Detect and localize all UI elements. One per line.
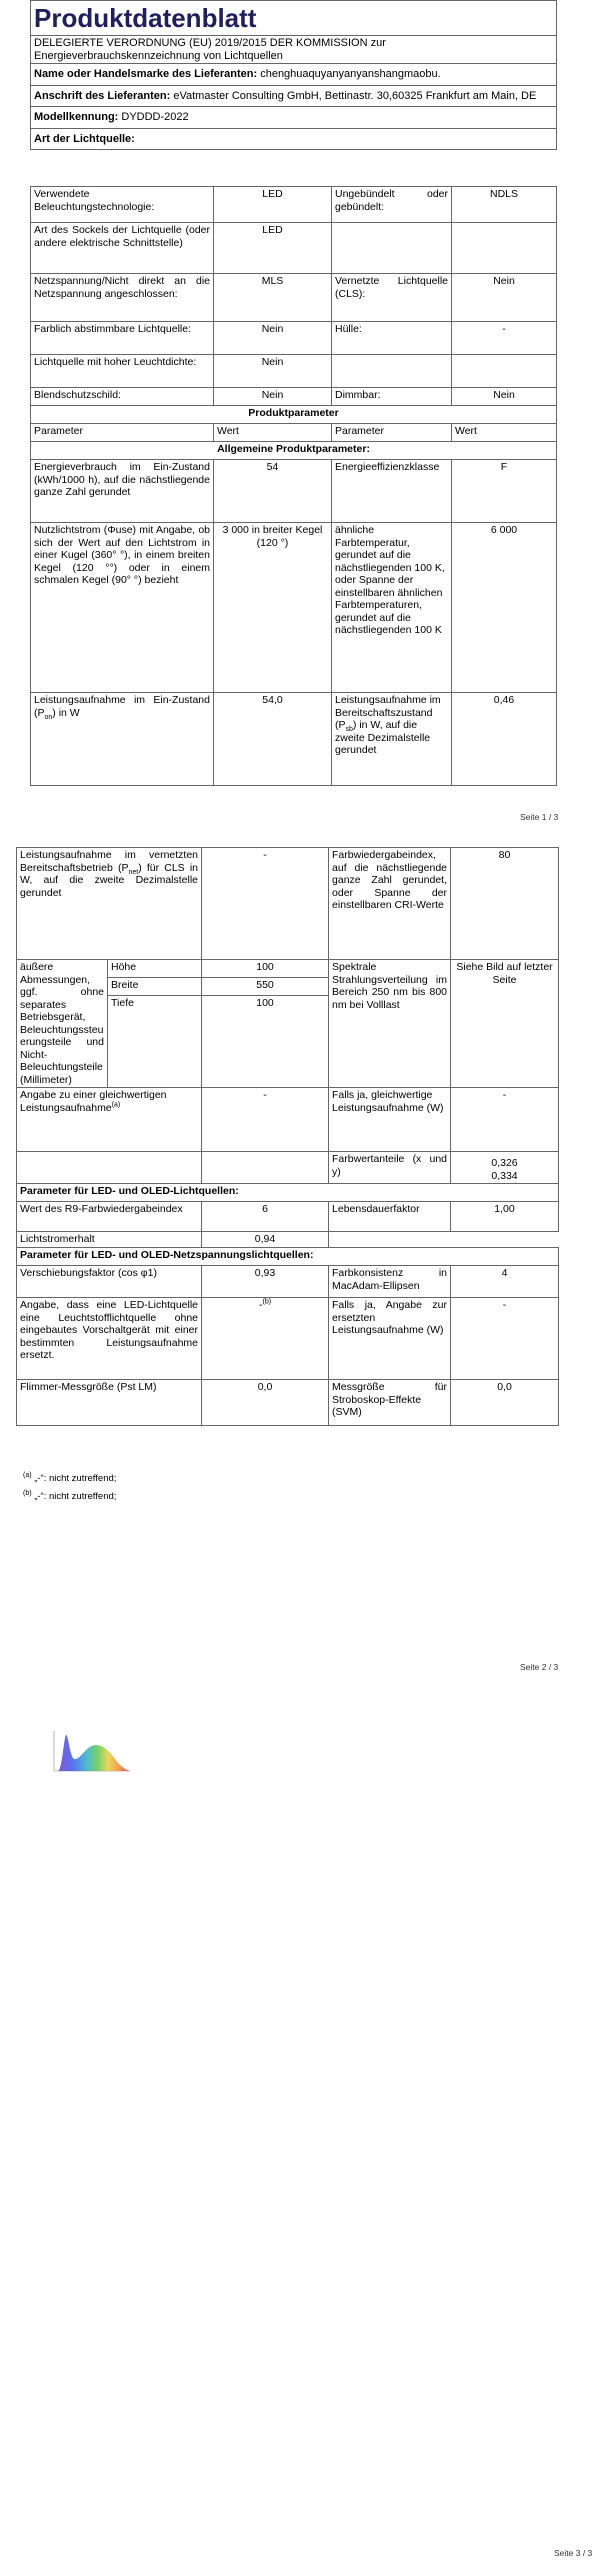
page-title: Produktdatenblatt [31,1,557,36]
chromaticity-row [17,1152,559,1184]
col-header-value: Wert [214,424,332,442]
energy-consumption-label: Energieverbrauch im Ein-Zustand (kWh/1000 h), auf die nächstliegende ganze Zahl gerundet [31,460,214,523]
type-row [31,274,557,322]
page-footer-3: Seite 3 / 3 [554,2548,593,2558]
stroboscopic-metric-label: Messgröße für Stroboskop-Effekte (SVM) [329,1380,451,1426]
networked-standby-label: Leistungsaufnahme im vernetzten Bereitschaftsbetrieb $(P_{net})$ für CLS in W, auf die zweite Dezimalstelle gerundet [17,848,202,960]
model-value: DYDDD-2022 [121,111,189,123]
flicker-metric-value: 0,0 [202,1380,329,1426]
dimension-label: Tiefe [108,996,202,1088]
flicker-row [17,1380,559,1426]
type-row-value: Nein [214,322,332,355]
product-sheet-header-table [30,0,557,150]
color-temperature-value: 6 000 [452,523,557,693]
dimension-label: Höhe [108,960,202,978]
spectral-distribution-label: Spektrale Strahlungsverteilung im Bereich 250 nm bis 800 nm bei Volllast [329,960,451,1088]
type-row [31,223,557,274]
type-row-label-2: Ungebündelt oder gebündelt: [332,187,452,223]
energy-consumption-value: 54 [214,460,332,523]
lumen-maintenance-row [17,1232,559,1248]
supplier-name-row [31,64,557,86]
supplier-address-row [31,85,557,107]
survival-factor-label: Lebensdauerfaktor [329,1202,451,1232]
type-row-label-2: Dimmbar: [332,388,452,406]
product-parameters-header: Produktparameter [31,406,557,424]
page-footer-1: Seite 1 / 3 [520,812,559,822]
color-consistency-value: 4 [451,1266,559,1298]
type-row-value-2: Nein [452,274,557,322]
type-row-value: Nein [214,355,332,388]
type-row-value: LED [214,187,332,223]
equivalent-power-row [17,1088,559,1152]
dimension-value: 100 [202,996,329,1088]
product-parameters-table-continued [16,847,559,1426]
color-temperature-label: ähnliche Farbtemperatur, gerundet auf die nächstliegenden 100 K, oder Spanne der einstellbaren ähnlichen Farbtemperaturen, gerundet auf die nächstliegenden 100 K [332,523,452,693]
type-row-value: Nein [214,388,332,406]
replacement-power-value: - [451,1298,559,1380]
luminous-flux-label: Nutzlichtstrom (Φuse) mit Angabe, ob sich der Wert auf den Lichtstrom in einer Kugel (360° °), in einem breiten Kegel (120 °°) oder in einem schmalen Kegel (90° °) bezieht [31,523,214,693]
dimensions-label: äußere Abmessungen, ggf. ohne separates Betriebsgerät, Beleuchtungssteuerungsteile und Nicht-Beleuchtungsteile (Millimeter) [17,960,108,1088]
chromaticity-y: 0,334 [491,1169,518,1182]
type-row [31,187,557,223]
cri-label: Farbwiedergabeindex, auf die nächstliegende ganze Zahl gerundet, oder Spanne der einstellbaren CRI-Werte [329,848,451,960]
standby-power-label: Leistungsaufnahme im Bereitschaftszustand $(P_{sb})$ in W, auf die zweite Dezimalstelle gerundet [332,693,452,786]
type-row-value-2 [452,355,557,388]
spectral-distribution-image [50,1727,132,1777]
type-row-label: Verwendete Beleuchtungstechnologie: [31,187,214,223]
chromaticity-label: Farbwertanteile (x und y) [329,1152,451,1184]
networked-standby-value: - [202,848,329,960]
light-source-type-table [30,186,557,406]
type-row-value: LED [214,223,332,274]
type-row-label: Lichtquelle mit hoher Leuchtdichte: [31,355,214,388]
type-row [31,355,557,388]
type-row-label-2 [332,355,452,388]
replacement-power-label: Falls ja, Angabe zur ersetzten Leistungsaufnahme (W) [329,1298,451,1380]
on-mode-power-label: Leistungsaufnahme im Ein-Zustand $(P_{on})$ in W [31,693,214,786]
flux-row [31,523,557,693]
displacement-row [17,1266,559,1298]
type-row-label-2 [332,223,452,274]
dimension-value: 550 [202,978,329,996]
page-footer-2: Seite 2 / 3 [520,1662,559,1672]
supplier-address-value: eVatmaster Consulting GmbH, Bettinastr. 30,60325 Frankfurt am Main, DE [173,89,537,102]
chromaticity-value [451,1152,559,1184]
general-parameters-header: Allgemeine Produktparameter: [31,442,557,460]
survival-factor-value: 1,00 [451,1202,559,1232]
lumen-maintenance-label: Lichtstromerhalt [17,1232,202,1248]
equivalent-power-if-value: - [451,1088,559,1152]
lumen-maintenance-value: 0,94 [202,1232,329,1248]
type-row-label: Art des Sockels der Lichtquelle (oder andere elektrische Schnittstelle) [31,223,214,274]
cri-value: 80 [451,848,559,960]
type-row-label: Farblich abstimmbare Lichtquelle: [31,322,214,355]
type-row-value-2 [452,223,557,274]
chromaticity-x: 0,326 [491,1157,518,1169]
replacement-claim-value: -$^{(b)}$ [202,1298,329,1380]
color-consistency-label: Farbkonsistenz in MacAdam-Ellipsen [329,1266,451,1298]
supplier-name-value: chenghuaquyanyanyanshangmaobu. [260,68,441,80]
replacement-row [17,1298,559,1380]
type-row [31,322,557,355]
type-row-value-2: NDLS [452,187,557,223]
type-row-label: Blendschutzschild: [31,388,214,406]
r9-value: 6 [202,1202,329,1232]
dimension-label: Breite [108,978,202,996]
footnote-b: $^{(b)}$ „-“: nicht zutreffend; [23,1489,117,1502]
footnote-a: $^{(a)}$ „-“: nicht zutreffend; [23,1471,117,1484]
col-header-value: Wert [452,424,557,442]
luminous-flux-value: 3 000 in breiter Kegel (120 °) [214,523,332,693]
type-row-value: MLS [214,274,332,322]
model-label: Modellkennung: [34,111,119,123]
r9-row [17,1202,559,1232]
dimension-value: 100 [202,960,329,978]
spectral-distribution-value: Siehe Bild auf letzter Seite [451,960,559,1088]
type-row-value-2: Nein [452,388,557,406]
stroboscopic-metric-value: 0,0 [451,1380,559,1426]
flicker-metric-label: Flimmer-Messgröße (Pst LM) [17,1380,202,1426]
model-row [31,107,557,129]
energy-class-label: Energieeffizienzklasse [332,460,452,523]
type-row-label-2: Vernetzte Lichtquelle (CLS): [332,274,452,322]
type-row-label-2: Hülle: [332,322,452,355]
power-row [31,693,557,786]
supplier-name-label: Name oder Handelsmarke des Lieferanten: [34,68,258,80]
product-parameters-table [30,405,557,786]
led-parameters-header: Parameter für LED- und OLED-Lichtquellen: [17,1184,559,1202]
equivalent-power-value: - [202,1088,329,1152]
net-standby-row [17,848,559,960]
displacement-factor-value: 0,93 [202,1266,329,1298]
mains-led-parameters-header: Parameter für LED- und OLED-Netzspannungslichtquellen: [17,1248,559,1266]
energy-class-value: F [452,460,557,523]
col-header-parameter: Parameter [31,424,214,442]
column-header-row [31,424,557,442]
equivalent-power-if-label: Falls ja, gleichwertige Leistungsaufnahme (W) [329,1088,451,1152]
dims-row-height [17,960,559,978]
type-row-label: Netzspannung/Nicht direkt an die Netzspannung angeschlossen: [31,274,214,322]
r9-label: Wert des R9-Farbwiedergabeindex [17,1202,202,1232]
on-mode-power-value: 54,0 [214,693,332,786]
replacement-claim-label: Angabe, dass eine LED-Lichtquelle eine Leuchtstofflichtquelle ohne eingebautes Vorschaltgerät mit einer bestimmten Leistungsaufnahme ersetzt. [17,1298,202,1380]
energy-row [31,460,557,523]
type-row-value-2: - [452,322,557,355]
equivalent-power-label: Angabe zu einer gleichwertigen Leistungsaufnahme$^{(a)}$ [17,1088,202,1152]
regulation-text: DELEGIERTE VERORDNUNG (EU) 2019/2015 DER KOMMISSION zur Energieverbrauchskennzeichnung von Lichtquellen [31,36,557,64]
displacement-factor-label: Verschiebungsfaktor (cos φ1) [17,1266,202,1298]
standby-power-value: 0,46 [452,693,557,786]
type-row [31,388,557,406]
supplier-address-label: Anschrift des Lieferanten: [34,89,171,102]
col-header-parameter: Parameter [332,424,452,442]
light-source-type-header: Art der Lichtquelle: [31,128,557,150]
